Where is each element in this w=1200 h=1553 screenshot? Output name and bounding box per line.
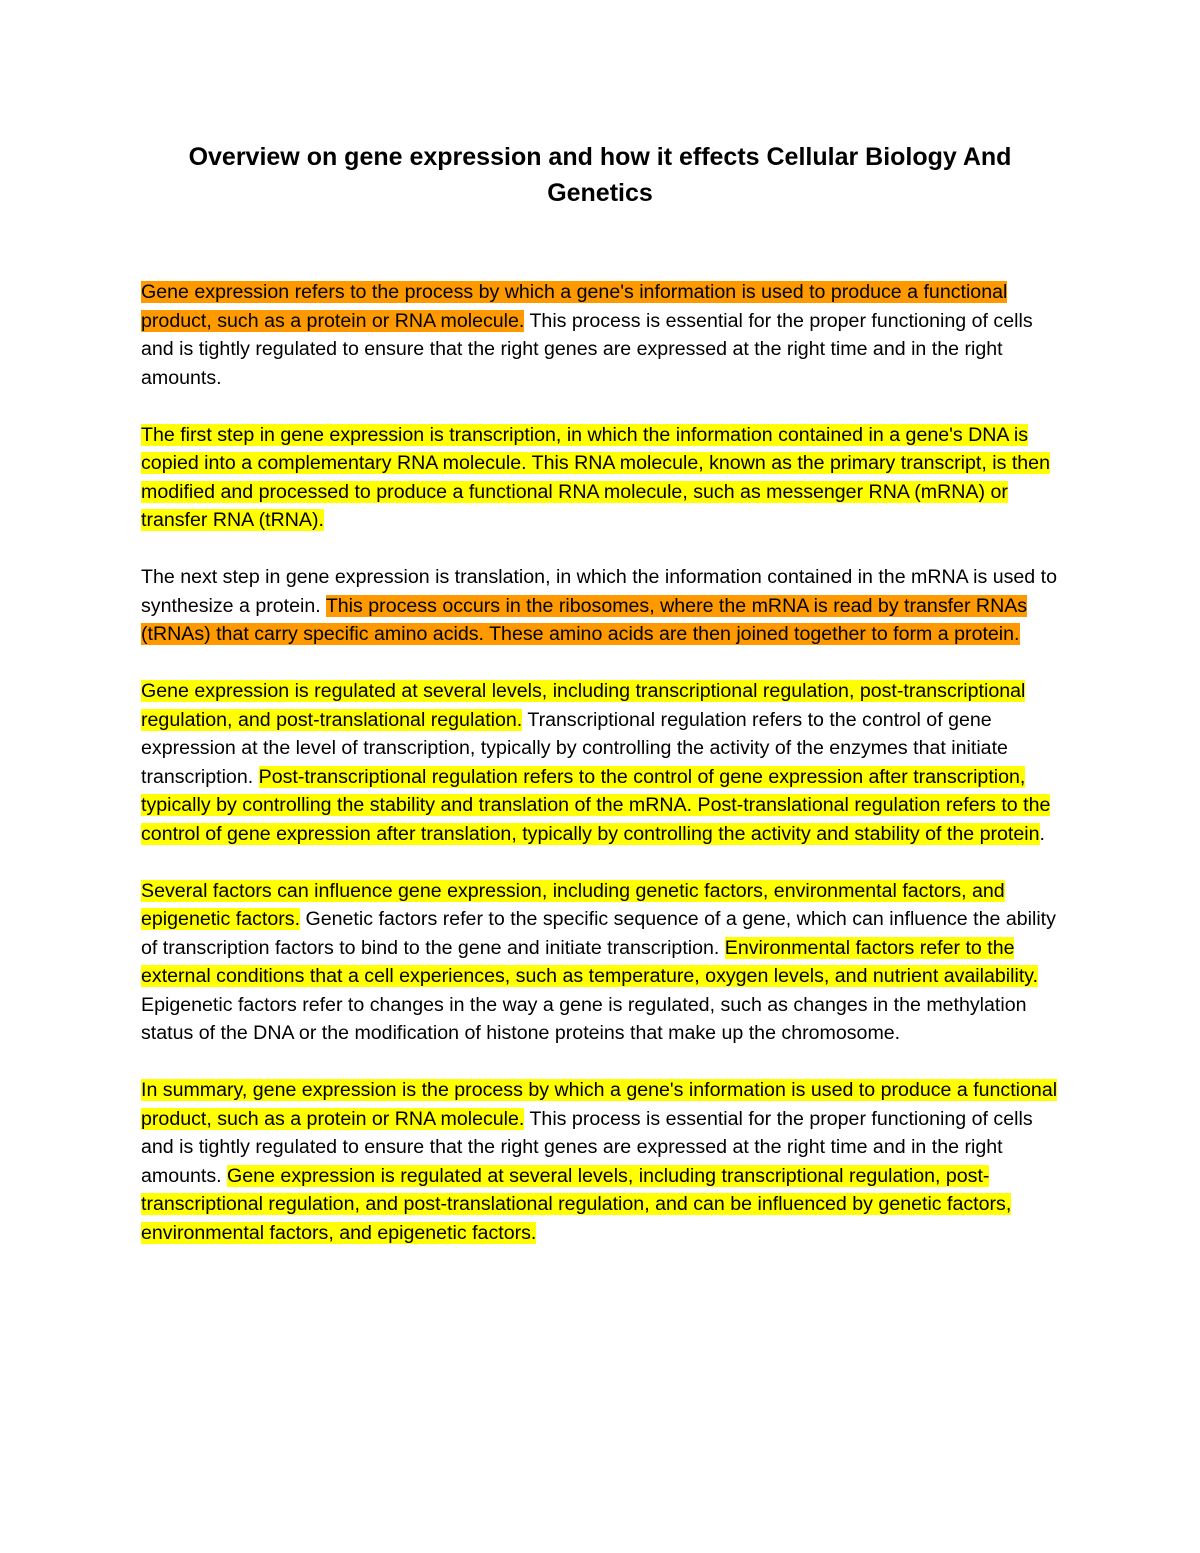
paragraph [141, 877, 1061, 1048]
yellow-highlighted-text: Environmental factors refer to the external conditions that a cell experiences, such as temperature, oxygen levels, and nutrient availability. [141, 936, 1039, 987]
paragraph [141, 278, 1061, 392]
plain-text: Transcriptional regulation refers to the control of gene expression at the level of transcription, typically by controlling the activity of the enzymes that initiate transcription. [141, 708, 1008, 788]
paragraph [141, 1076, 1061, 1247]
plain-text: Epigenetic factors refer to changes in the way a gene is regulated, such as changes in the methylation status of the DNA or the modification of histone proteins that make up the chromosome. [141, 993, 1027, 1044]
plain-text: The next step in gene expression is translation, in which the information contained in the mRNA is used to synthesize a protein. [141, 566, 1057, 617]
document-title: Overview on gene expression and how it effects Cellular Biology And Genetics [188, 143, 1012, 207]
yellow-highlighted-text: The first step in gene expression is transcription, in which the information contained in a gene's DNA is copied into a complementary RNA molecule. This RNA molecule, known as the primary transcript, is then modified and processed to produce a functional RNA molecule, such as messenger RNA (mRNA) or transfer RNA (tRNA). [141, 423, 1050, 531]
paragraph [141, 421, 1061, 535]
document-body [141, 278, 1061, 1276]
yellow-highlighted-text: Gene expression is regulated at several levels, including transcriptional regulation, post-transcriptional regulation, and post-translational regulation. [141, 680, 1026, 731]
orange-highlighted-text: This process occurs in the ribosomes, where the mRNA is read by transfer RNAs (tRNAs) that carry specific amino acids. These amino acids are then joined together to form a protein. [141, 594, 1028, 645]
paragraph [141, 677, 1061, 848]
plain-text: This process is essential for the proper functioning of cells and is tightly regulated to ensure that the right genes are expressed at the right time and in the right amounts. [141, 1107, 1033, 1187]
yellow-highlighted-text: Post-transcriptional regulation refers to the control of gene expression after transcription, typically by controlling the stability and translation of the mRNA. Post-translational regulation refers to the control of gene expression after translation, typically by controlling the activity and stability of the protein [141, 765, 1051, 845]
yellow-highlighted-text: In summary, gene expression is the process by which a gene's information is used to produce a functional product, such as a protein or RNA molecule. [141, 1079, 1058, 1130]
paragraph [141, 563, 1061, 649]
plain-text: Genetic factors refer to the specific sequence of a gene, which can influence the ability of transcription factors to bind to the gene and initiate transcription. [141, 908, 1056, 959]
plain-text: This process is essential for the proper functioning of cells and is tightly regulated to ensure that the right genes are expressed at the right time and in the right amounts. [141, 309, 1033, 389]
yellow-highlighted-text: Gene expression is regulated at several levels, including transcriptional regulation, post-transcriptional regulation, and post-translational regulation, and can be influenced by genetic factors, environmental factors, and epigenetic factors. [141, 1164, 1012, 1244]
orange-highlighted-text: Gene expression refers to the process by which a gene's information is used to produce a functional product, such as a protein or RNA molecule. [141, 281, 1008, 332]
plain-text: . [1039, 822, 1045, 845]
yellow-highlighted-text: Several factors can influence gene expression, including genetic factors, environmental factors, and epigenetic factors. [141, 879, 1005, 930]
